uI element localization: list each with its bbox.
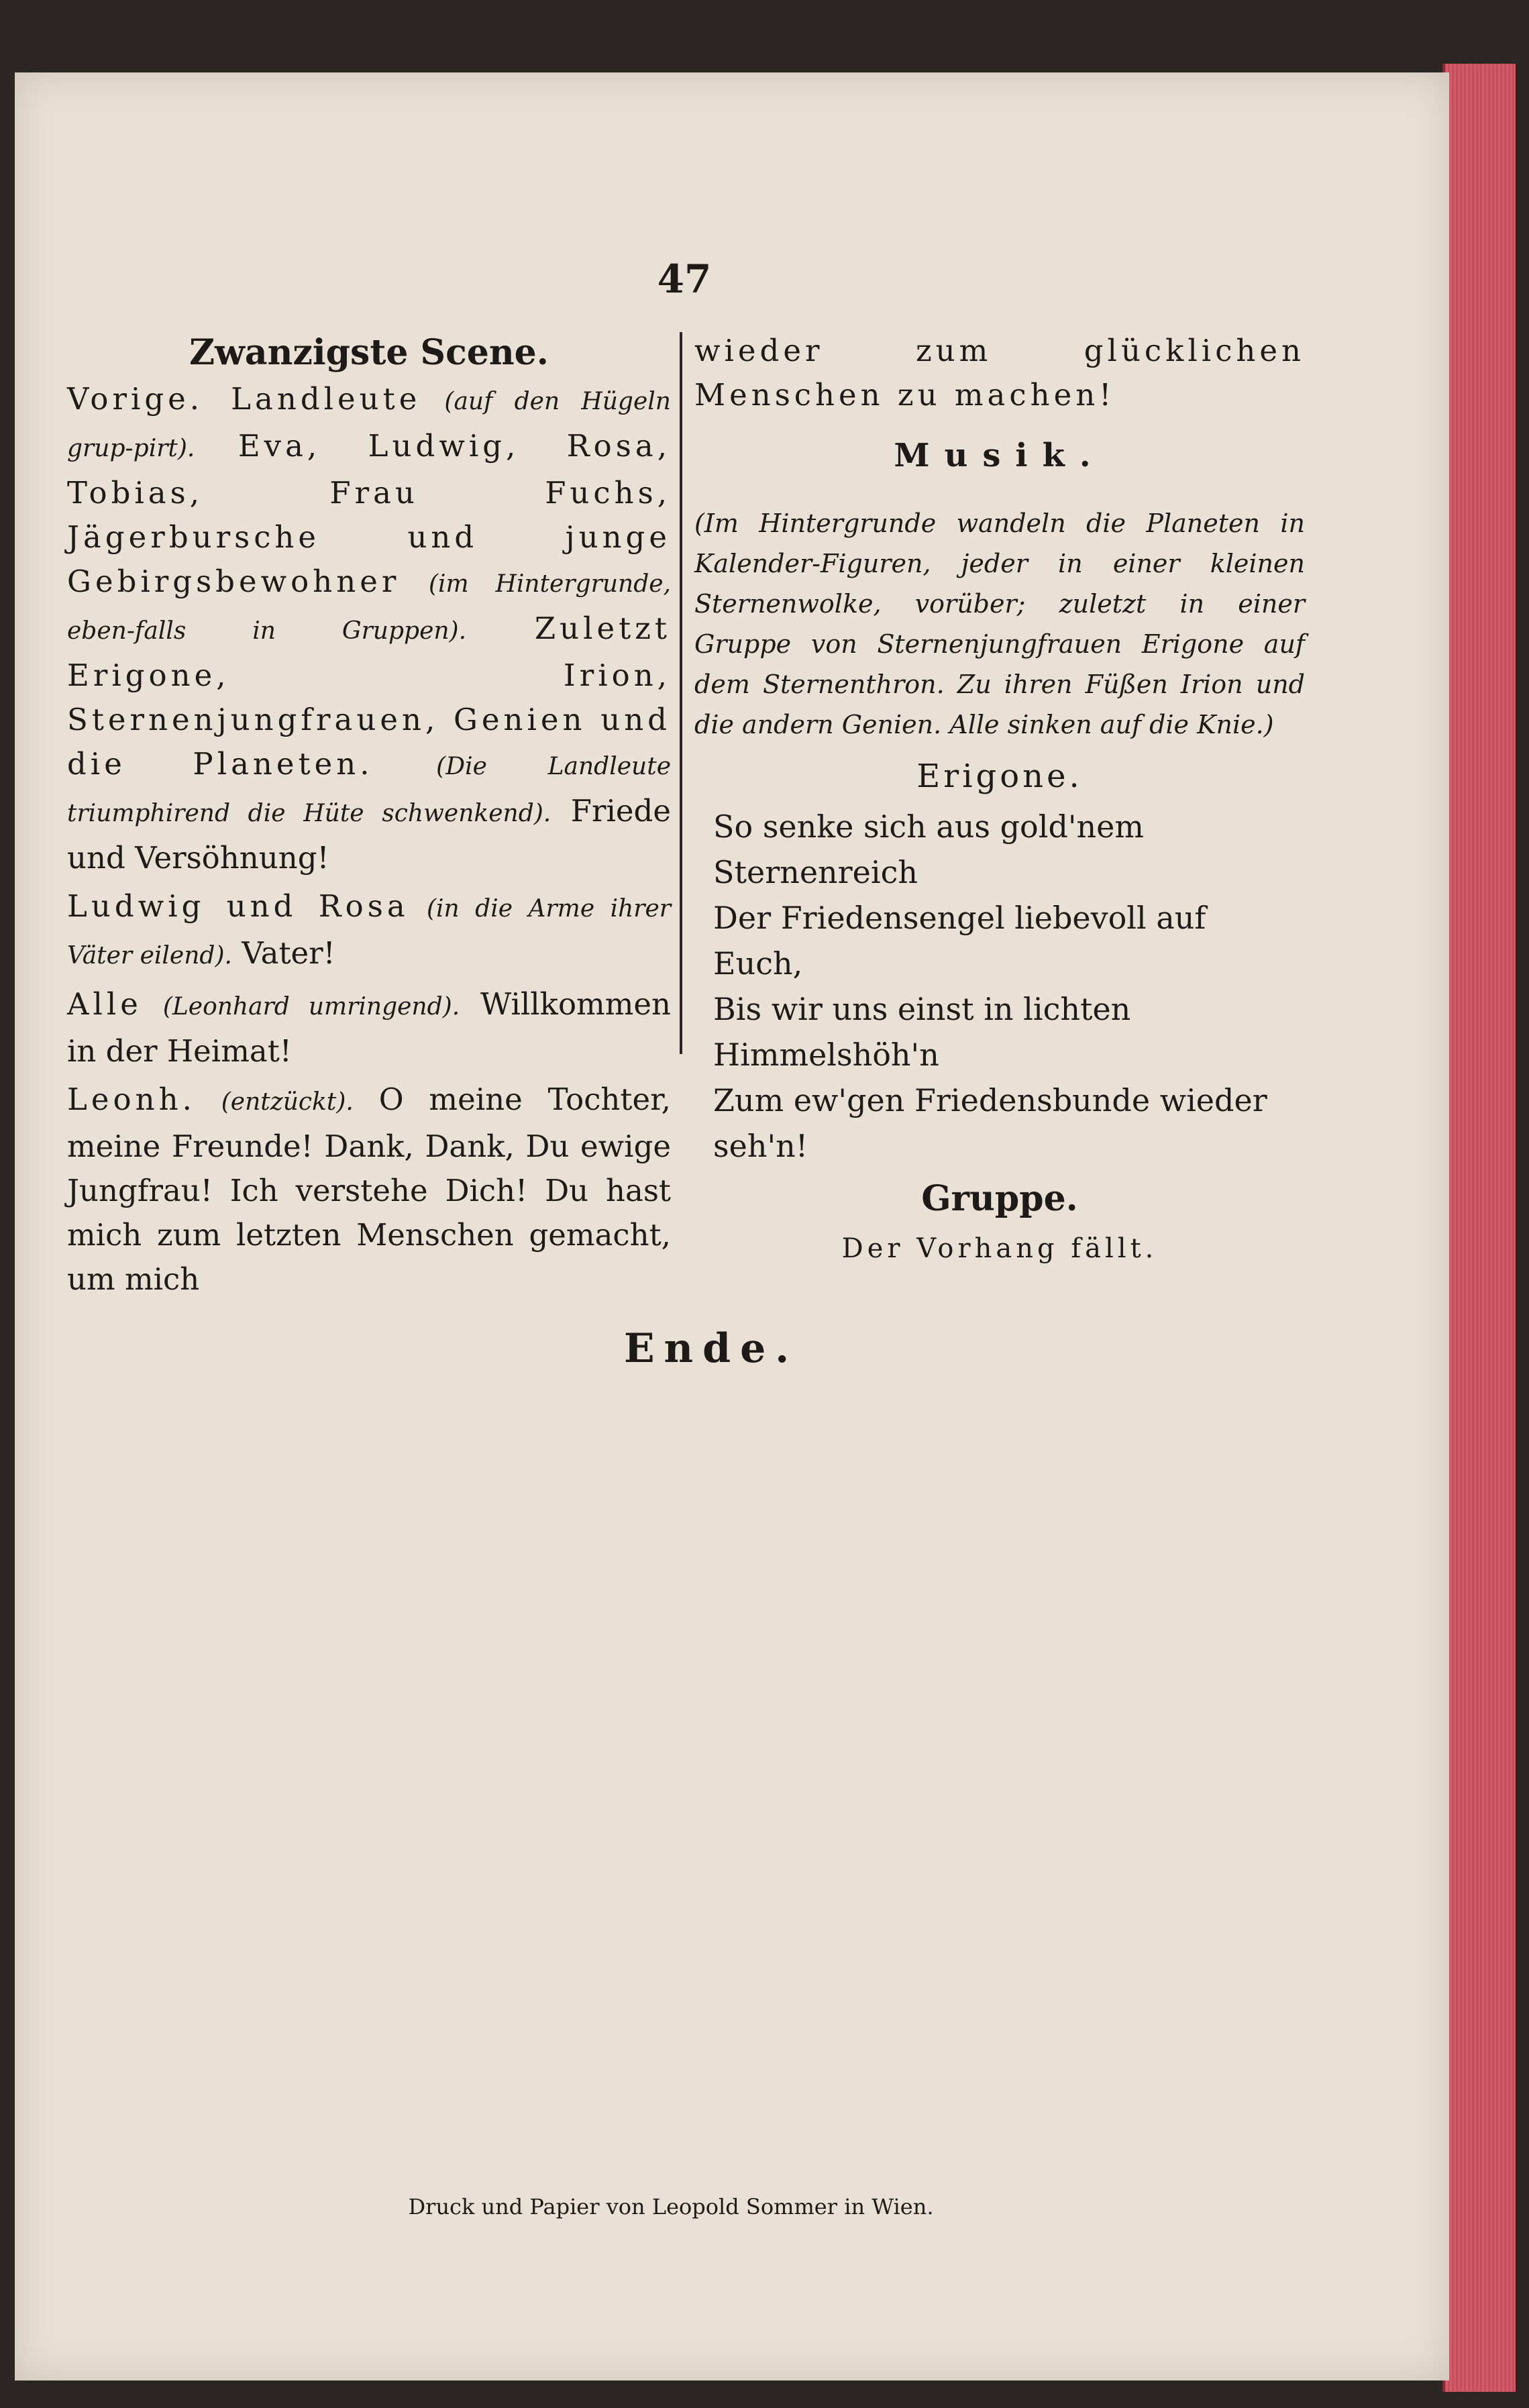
speaker-name: Ludwig und Rosa	[67, 888, 409, 924]
music-stage-direction: (Im Hintergrunde wandeln die Planeten in Kalender-Figuren, jeder in einer kleinen Sternenwolke, vorüber; zuletzt in einer Gruppe von Sternenjungfrauen Erigone auf dem Sternenthron. Zu ihren Füßen Irion und die andern Genien. Alle sinken auf die Knie.)	[694, 509, 1305, 739]
verse-line: Der Friedensengel liebevoll auf Euch,	[713, 900, 1206, 982]
verse-block	[694, 804, 1305, 1169]
page-number: 47	[657, 256, 712, 302]
right-column	[694, 329, 1305, 1271]
paragraph-ludwig-rosa	[67, 884, 671, 978]
dialogue-continuation: wieder zum glücklichen Menschen zu machen!	[694, 333, 1305, 413]
printer-imprint: Druck und Papier von Leopold Sommer in Wien.	[408, 2194, 934, 2219]
dialogue-text: Friede und Versöhnung!	[67, 793, 671, 876]
column-divider	[680, 332, 682, 1054]
left-column	[67, 329, 671, 1306]
speaker-name: Leonh.	[67, 1082, 196, 1117]
curtain-direction: Der Vorhang fällt.	[841, 1233, 1158, 1264]
paragraph-leonhard	[67, 1078, 671, 1302]
speaker-erigone: Erigone.	[916, 757, 1083, 795]
cast-list: Eva, Ludwig, Rosa, Tobias, Frau Fuchs, Jägerbursche und junge Gebirgsbewohner	[67, 428, 672, 599]
scene-title: Zwanzigste Scene.	[189, 332, 549, 373]
paragraph-cast	[67, 377, 671, 880]
stage-direction: (auf den Hügeln grup-pirt).	[67, 388, 671, 462]
gruppe-heading: Gruppe.	[921, 1178, 1078, 1219]
verse-line: Bis wir uns einst in lichten Himmelshöh'n	[713, 991, 1131, 1073]
stage-direction: (Leonhard umringend).	[162, 993, 460, 1020]
verse-line: Zum ew'gen Friedensbunde wieder seh'n!	[713, 1082, 1267, 1164]
stage-direction: (in die Arme ihrer Väter eilend).	[67, 895, 671, 970]
book-page-edge	[1442, 64, 1516, 2392]
music-heading: Musik.	[894, 437, 1106, 474]
verse-line: So senke sich aus gold'nem Sternenreich	[713, 808, 1145, 890]
dialogue-text: Vater!	[242, 935, 335, 971]
ende-title: Ende.	[623, 1325, 799, 1372]
cast-intro: Vorige. Landleute	[67, 381, 421, 417]
speaker-name: Alle	[67, 986, 142, 1022]
cast-list-final: Zuletzt Erigone, Irion, Sternenjungfrauen, Genien und die Planeten.	[67, 611, 671, 782]
stage-direction: (Die Landleute triumphirend die Hüte schwenkend).	[67, 753, 671, 827]
paragraph-alle	[67, 982, 671, 1074]
dialogue-text: Willkommen in der Heimat!	[67, 986, 671, 1069]
stage-direction: (entzückt).	[221, 1088, 354, 1116]
dialogue-text: O meine Tochter, meine Freunde! Dank, Dank, Du ewige Jungfrau! Ich verstehe Dich! Du hast mich zum letzten Menschen gemacht, um mich	[67, 1082, 671, 1297]
stage-direction: (im Hintergrunde, eben-falls in Gruppen).	[67, 570, 671, 645]
